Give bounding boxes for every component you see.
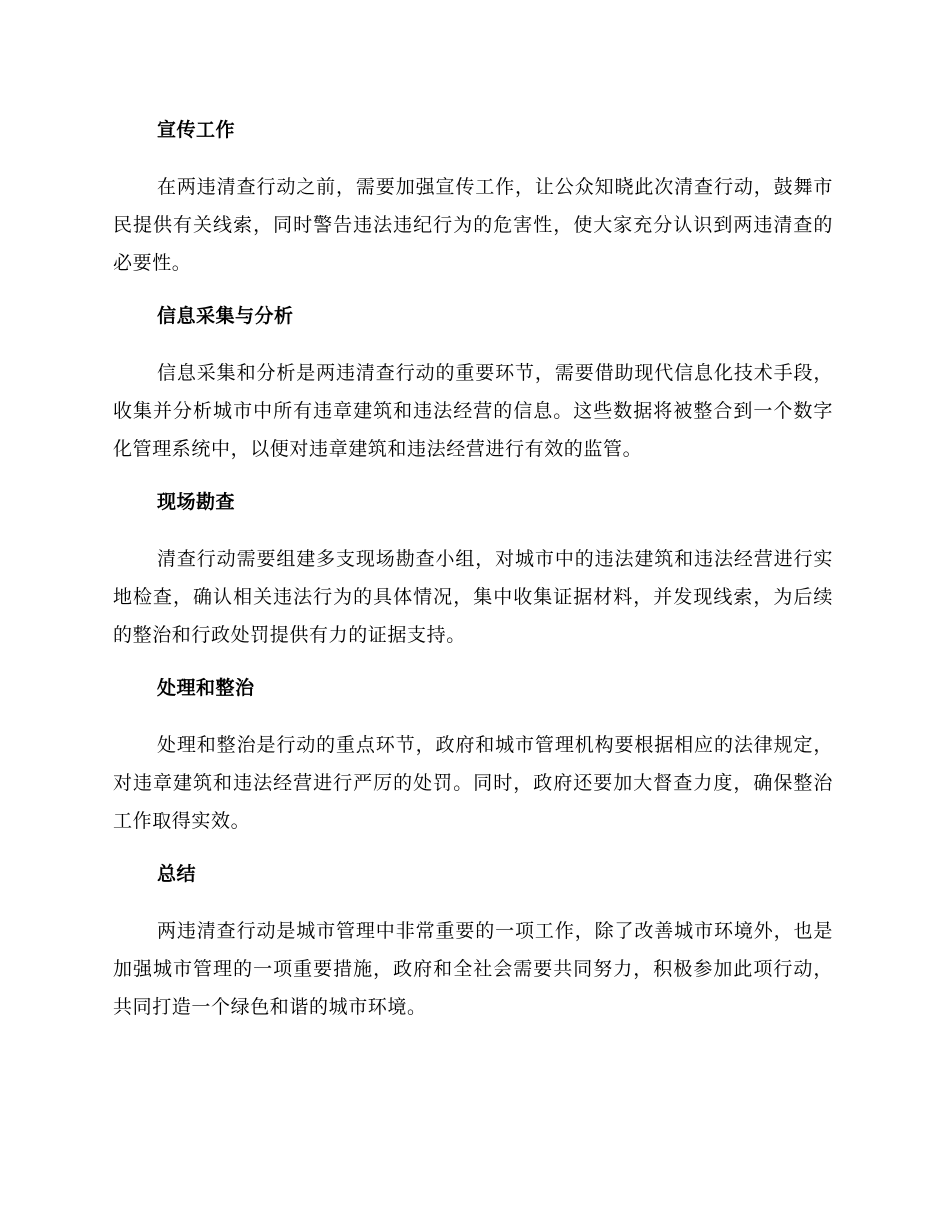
section-heading: 信息采集与分析 (157, 305, 294, 327)
section-paragraph: 两违清查行动是城市管理中非常重要的一项工作，除了改善城市环境外，也是加强城市管理的一项重要措施，政府和全社会需要共同努力，积极参加此项行动，共同打造一个绿色和谐的城市环境。 (113, 920, 833, 1018)
section-summary (113, 854, 833, 1026)
section-site-survey (113, 482, 833, 668)
section-heading: 总结 (157, 863, 197, 885)
section-heading: 处理和整治 (157, 677, 255, 699)
section-paragraph: 信息采集和分析是两违清查行动的重要环节，需要借助现代信息化技术手段，收集并分析城市中所有违章建筑和违法经营的信息。这些数据将被整合到一个数字化管理系统中，以便对违章建筑和违法经营进行有效的监管。 (113, 362, 833, 460)
section-publicity (113, 110, 833, 296)
section-paragraph: 清查行动需要组建多支现场勘查小组，对城市中的违法建筑和违法经营进行实地检查，确认相关违法行为的具体情况，集中收集证据材料，并发现线索，为后续的整治和行政处罚提供有力的证据支持。 (113, 548, 833, 646)
section-handling (113, 668, 833, 854)
section-heading: 宣传工作 (157, 119, 236, 141)
section-paragraph: 处理和整治是行动的重点环节，政府和城市管理机构要根据相应的法律规定，对违章建筑和违法经营进行严厉的处罚。同时，政府还要加大督查力度，确保整治工作取得实效。 (113, 734, 833, 832)
section-info-collection (113, 296, 833, 482)
document-body (113, 110, 833, 1026)
section-heading: 现场勘查 (157, 491, 236, 513)
section-paragraph: 在两违清查行动之前，需要加强宣传工作，让公众知晓此次清查行动，鼓舞市民提供有关线索，同时警告违法违纪行为的危害性，使大家充分认识到两违清查的必要性。 (113, 176, 833, 274)
